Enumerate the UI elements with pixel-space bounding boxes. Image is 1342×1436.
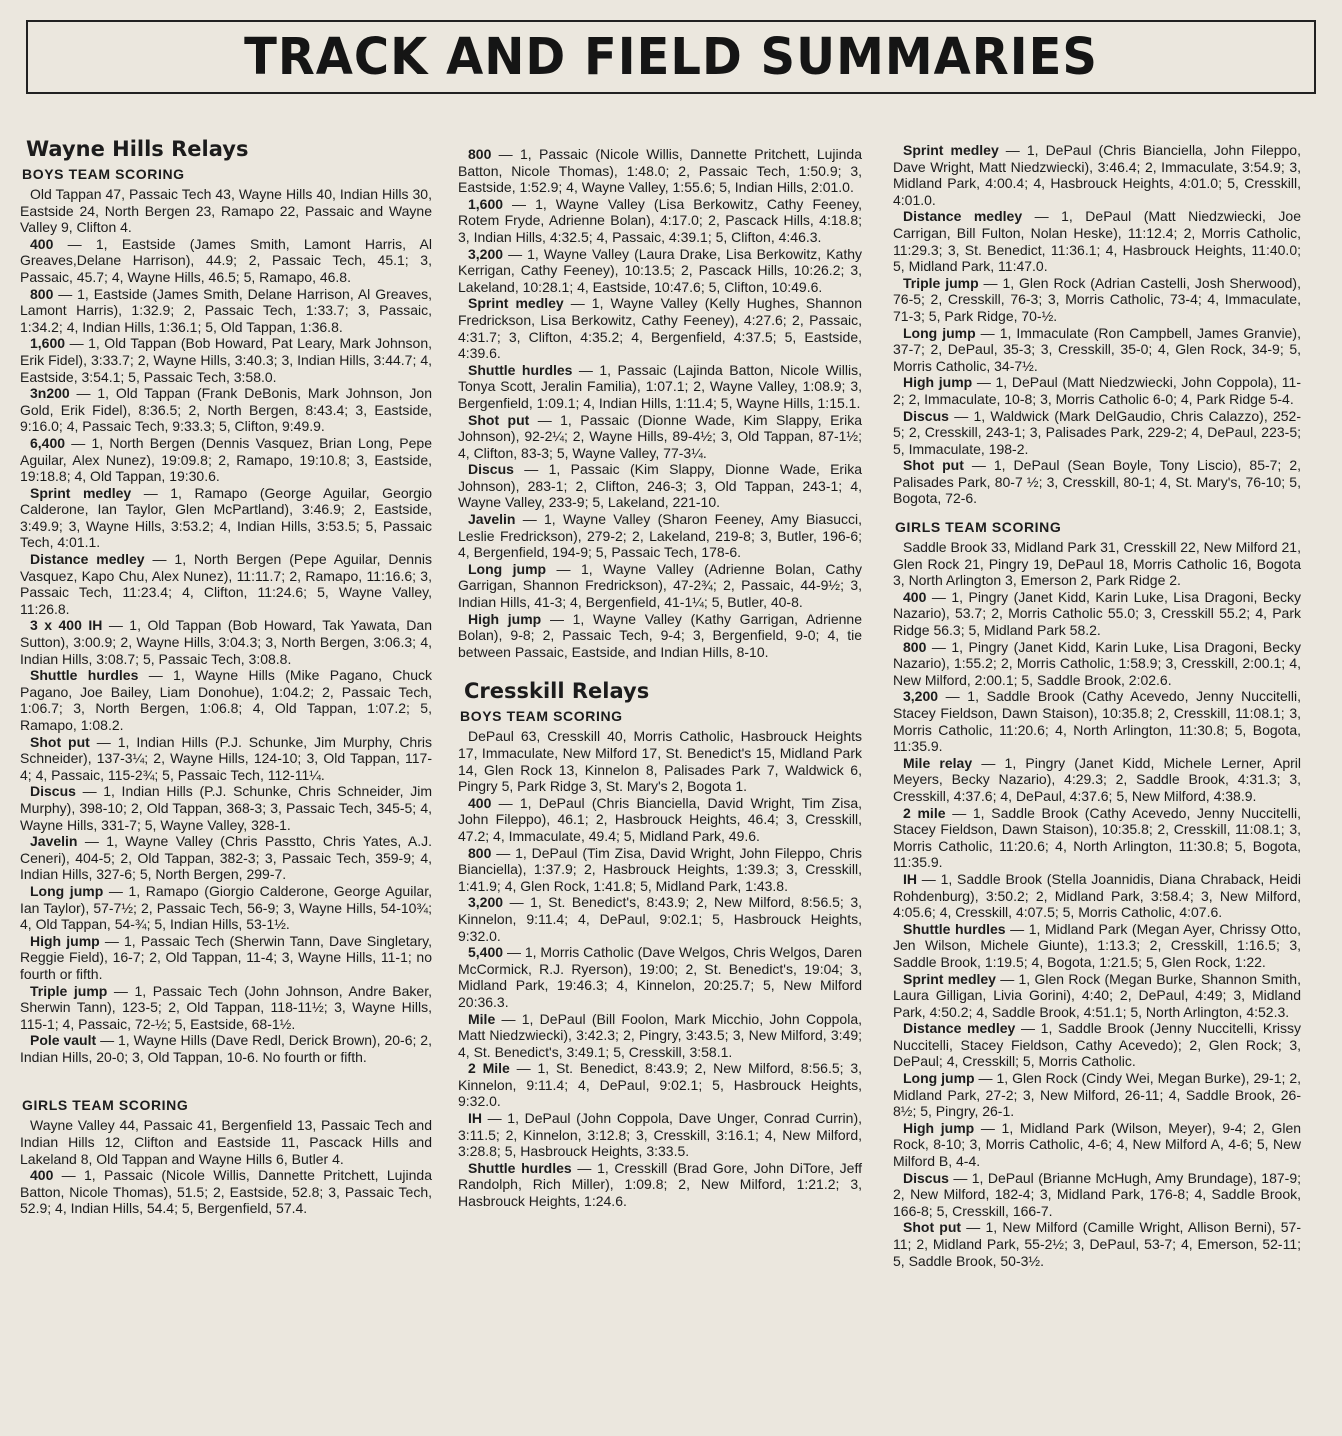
event-name: Shuttle hurdles xyxy=(468,1159,572,1176)
result-entry xyxy=(893,1120,1301,1170)
event-result-text: — 1, Pingry (Janet Kidd, Karin Luke, Lisa Dragoni, Becky Nazario), 53.7; 2, Morris Catholic 55.0; 3, Cresskill 55.2; 4, Park Ridge 56.3; 5, Midland Park 58.2. xyxy=(893,588,1301,639)
result-entry xyxy=(893,971,1301,1021)
event-name: Shuttle hurdles xyxy=(903,920,1006,937)
event-result-text: DePaul 63, Cresskill 40, Morris Catholic, Hasbrouck Heights 17, Immaculate, New Milford 17, St. Benedict's 15, Midland Park 14, Glen Rock 13, Kinnelon 8, Palisades Park 7, Waldwick 6, Pingry 5, Park Ridge 3, St. Mary's 2, Bogota 1. xyxy=(458,728,862,795)
event-name: Shot put xyxy=(468,411,530,428)
result-entry xyxy=(20,1032,432,1065)
result-entry xyxy=(20,983,432,1033)
column-3 xyxy=(893,142,1301,1269)
event-result-text: — 1, Wayne Valley (Laura Drake, Lisa Berkowitz, Kathy Kerrigan, Cathy Feeney), 10:13.5; 2, Pascack Hills, 10:26.2; 3, Lakeland, 10:28.1; 4, Eastside, 10:47.6; 5, Clifton, 10:49.6. xyxy=(458,245,862,295)
result-entry xyxy=(20,1117,432,1167)
result-entry xyxy=(458,795,862,845)
event-result-text: — 1, Immaculate (Ron Campbell, James Granvie), 37-7; 2, DePaul, 35-3; 3, Cresskill, 35-0; 4, Glen Rock, 34-9; 5, Morris Catholic, 34-7½. xyxy=(893,324,1301,374)
event-name: 400 xyxy=(30,1167,54,1184)
cresskill-boys-results xyxy=(458,728,862,1209)
result-entry xyxy=(458,561,862,611)
event-result-text: — 1, DePaul (Sean Boyle, Tony Liscio), 85-7; 2, Palisades Park, 80-7 ½; 3, Cresskill, 80-1; 4, St. Mary's, 76-10; 5, Bogota, 72-6. xyxy=(893,457,1301,507)
result-entry xyxy=(458,611,862,661)
event-result-text: — 1, DePaul (Brianne McHugh, Amy Brundage), 187-9; 2, New Milford, 182-4; 3, Midland Park, 176-8; 4, Saddle Brook, 166-8; 5, Cresskill, 166-7. xyxy=(893,1169,1301,1219)
event-result-text: — 1, Waldwick (Mark DelGaudio, Chris Calazzo), 252-5; 2, Cresskill, 243-1; 3, Palisades Park, 229-2; 4, DePaul, 223-5; 5, Immaculate, 198-2. xyxy=(893,407,1301,457)
event-result-text: — 1, Saddle Brook (Cathy Acevedo, Jenny Nuccitelli, Stacey Fieldson, Dawn Staison), 10:35.8; 2, Cresskill, 11:08.1; 3, Morris Catholic, 11:20.6; 4, North Arlington, 11:30.8; 5, Bogota, 11:35.9. xyxy=(893,688,1301,755)
event-name: 6,400 xyxy=(30,434,66,451)
event-result-text: — 1, DePaul (Bill Foolon, Mark Micchio, John Coppola, Matt Niedzwiecki), 3:42.3; 2, Pingry, 3:43.5; 3, New Milford, 3:49; 4, St. Benedict's, 3:49.1; 5, Cresskill, 3:58.1. xyxy=(458,1010,862,1060)
result-entry xyxy=(20,734,432,784)
event-result-text: — 1, Passaic (Dionne Wade, Kim Slappy, Erika Johnson), 92-2¼; 2, Wayne Hills, 89-4½; 3, Old Tappan, 87-1½; 4, Clifton, 83-3; 5, Wayne Valley, 77-3¼. xyxy=(458,411,862,461)
event-name: Distance medley xyxy=(30,551,145,568)
event-name: Sprint medley xyxy=(903,970,996,987)
event-result-text: — 1, DePaul (Tim Zisa, David Wright, John Fileppo, Chris Bianciella), 1:37.9; 2, Hasbrouck Heights, 1:39.3; 3, Cresskill, 1:41.9; 4, Glen Rock, 1:41.8; 5, Midland Park, 1:43.8. xyxy=(458,844,862,894)
event-name: 2 Mile xyxy=(468,1060,510,1077)
event-name: 800 xyxy=(30,285,54,302)
result-entry xyxy=(20,485,432,551)
result-entry xyxy=(893,408,1301,458)
event-name: Mile relay xyxy=(903,754,973,771)
event-result-text: — 1, Wayne Valley (Sharon Feeney, Amy Biasucci, Leslie Fredrickson), 279-2; 2, Lakeland, 219-8; 3, Butler, 196-6; 4, Bergenfield, 194-9; 5, Passaic Tech, 178-6. xyxy=(458,511,862,561)
event-result-text: — 1, Passaic (Kim Slappy, Dionne Wade, Erika Johnson), 283-1; 2, Clifton, 246-3; 3, Old Tappan, 243-1; 4, Wayne Valley, 233-9; 5, Lakeland, 221-10. xyxy=(458,461,862,511)
cresskill-boys-team-scoring-label: BOYS TEAM SCORING xyxy=(460,708,623,725)
event-result-text: — 1, Passaic Tech (Sherwin Tann, Dave Singletary, Reggie Field), 16-7; 2, Old Tappan, 11-4; 3, Wayne Hills, 11-1; no fourth or fifth. xyxy=(20,932,432,982)
event-name: 3,200 xyxy=(903,688,939,705)
event-result-text: — 1, Ramapo (George Aguilar, Georgio Calderone, Ian Taylor, Glen McPartland), 3:46.9; 2, Eastside, 3:49.9; 3, Wayne Hills, 3:53.2; 4, Indian Hills, 3:53.5; 5, Passaic Tech, 4:01.1. xyxy=(20,484,432,551)
page-banner xyxy=(26,20,1316,94)
event-name: Discus xyxy=(903,407,949,424)
event-result-text: — 1, Passaic (Nicole Willis, Dannette Pritchett, Lujinda Batton, Nicole Thomas), 1:48.0; 2, Passaic Tech, 1:50.9; 3, Eastside, 1:52.9; 4, Wayne Valley, 1:55.6; 5, Indian Hills, 2:01.0. xyxy=(458,146,862,196)
event-name: Distance medley xyxy=(903,208,1023,225)
result-entry xyxy=(458,1110,862,1160)
event-name: Long jump xyxy=(903,1070,975,1087)
result-entry xyxy=(893,755,1301,805)
event-result-text: — 1, Indian Hills (P.J. Schunke, Jim Murphy, Chris Schneider), 137-3¼; 2, Wayne Hills, 124-10; 3, Old Tappan, 117-4; 4, Passaic, 115-2¾; 5, Passaic Tech, 112-11¼. xyxy=(20,733,432,783)
result-entry xyxy=(20,236,432,286)
result-entry xyxy=(458,295,862,361)
event-result-text: — 1, Passaic (Nicole Willis, Dannette Pritchett, Lujinda Batton, Nicole Thomas), 51.5; 2, Eastside, 52.8; 3, Passaic Tech, 52.9; 4, Indian Hills, 54.4; 5, Bergenfield, 57.4. xyxy=(20,1167,432,1217)
event-result-text: — 1, North Bergen (Pepe Aguilar, Dennis Vasquez, Kapo Chu, Alex Nunez), 11:11.7; 2, Ramapo, 11:16.6; 3, Passaic Tech, 11:23.4; 4, Clifton, 11:24.6; 5, Wayne Valley, 11:26.8. xyxy=(20,551,432,617)
event-result-text: — 1, DePaul (Chris Bianciella, John Fileppo, Dave Wright, Matt Niedzwiecki), 3:46.4; 2, Immaculate, 3:54.9; 3, Midland Park, 4:00.4; 4, Hasbrouck Heights, 4:01.0; 5, Cresskill, 4:01.0. xyxy=(893,142,1301,208)
event-name: Distance medley xyxy=(903,1020,1016,1037)
event-result-text: — 1, Morris Catholic (Dave Welgos, Chris Welgos, Daren McCormick, R.J. Ryerson), 19:00; 2, St. Benedict's, 19:04; 3, Midland Park, 19:46.3; 4, Kinnelon, 20:25.7; 5, New Milford 20:36.3. xyxy=(458,944,862,1010)
event-name: Shuttle hurdles xyxy=(468,361,573,378)
event-name: Long jump xyxy=(30,882,104,899)
event-name: Long jump xyxy=(903,324,976,341)
event-result-text: — 1, Wayne Valley (Kathy Garrigan, Adrienne Bolan), 9-8; 2, Passaic Tech, 9-4; 3, Bergenfield, 9-0; 4, tie between Passaic, Eastside, and Indian Hills, 8-10. xyxy=(458,610,863,660)
event-name: High jump xyxy=(30,932,100,949)
wayne-girls-results-continued xyxy=(458,146,862,660)
result-entry xyxy=(20,385,432,435)
event-result-text: — 1, Saddle Brook (Cathy Acevedo, Jenny Nuccitelli, Stacey Fieldson, Dawn Staison), 10:35.8; 2, Cresskill, 11:08.1; 3, Morris Catholic, 11:20.6; 4, North Arlington, 11:30.8; 5, Bogota, 11:35.9. xyxy=(893,804,1301,871)
cresskill-girls-results xyxy=(893,539,1301,1269)
result-entry xyxy=(458,1160,862,1210)
event-result-text: — 1, Passaic Tech (John Johnson, Andre Baker, Sherwin Tann), 123-5; 2, Old Tappan, 118-11½; 3, Wayne Hills, 115-1; 4, Passaic, 72-½; 5, Eastside, 68-1½. xyxy=(20,982,432,1032)
event-result-text: — 1, Glen Rock (Adrian Castelli, Josh Sherwood), 76-5; 2, Cresskill, 76-3; 3, Morris Catholic, 73-4; 4, Immaculate, 71-3; 5, Park Ridge, 70-½. xyxy=(893,274,1301,324)
result-entry xyxy=(458,412,862,462)
event-name: 400 xyxy=(468,794,492,811)
event-result-text: — 1, Saddle Brook (Stella Joannidis, Diana Chraback, Heidi Rohdenburg), 3:50.2; 2, Midland Park, 3:58.4; 3, New Milford, 4:05.6; 4, Cresskill, 4:07.5; 5, Morris Catholic, 4:07.6. xyxy=(893,870,1301,921)
event-name: Discus xyxy=(468,461,514,478)
event-result-text: — 1, Wayne Valley (Adrienne Bolan, Cathy Garrigan, Shannon Fredrickson), 47-2¾; 2, Passaic, 44-9½; 3, Indian Hills, 41-3; 4, Bergenfield, 41-1¼; 5, Butler, 40-8. xyxy=(458,560,862,611)
result-entry xyxy=(458,196,862,246)
event-name: Shot put xyxy=(903,1219,962,1236)
event-name: 3 x 400 IH xyxy=(30,617,103,634)
event-result-text: — 1, DePaul (Matt Niedzwiecki, John Coppola), 11-2; 2, Immaculate, 10-8; 3, Morris Catholic 6-0; 4, Park Ridge 5-4. xyxy=(893,374,1301,407)
event-result-text: — 1, Wayne Valley (Chris Passtto, Chris Yates, A.J. Ceneri), 404-5; 2, Old Tappan, 382-3; 3, Passaic Tech, 359-9; 4, Indian Hills, 327-6; 5, North Bergen, 299-7. xyxy=(20,833,432,883)
event-name: 800 xyxy=(468,146,492,162)
result-entry xyxy=(893,1170,1301,1220)
result-entry xyxy=(20,883,432,933)
event-name: 5,400 xyxy=(468,944,504,961)
result-entry xyxy=(20,617,432,667)
wayne-boys-results xyxy=(20,186,432,1065)
event-result-text: — 1, Old Tappan (Bob Howard, Pat Leary, Mark Johnson, Erik Fidel), 3:33.7; 2, Wayne Hills, 3:40.3; 3, Indian Hills, 3:44.7; 4, Eastside, 3:54.1; 5, Passaic Tech, 3:58.0. xyxy=(20,335,432,385)
event-name: 1,600 xyxy=(468,195,504,212)
result-entry xyxy=(20,551,432,617)
boys-team-scoring-label: BOYS TEAM SCORING xyxy=(22,166,185,182)
section-title-wayne-hills: Wayne Hills Relays xyxy=(26,137,249,161)
result-entry xyxy=(893,805,1301,871)
result-entry xyxy=(20,435,432,485)
result-entry xyxy=(458,944,862,1010)
event-result-text: — 1, Wayne Valley (Lisa Berkowitz, Cathy Feeney, Rotem Fryde, Adrienne Bolan), 4:17.0; 2, Pascack Hills, 4:18.8; 3, Indian Hills, 4:32.5; 4, Passaic, 4:39.1; 5, Clifton, 4:46.3. xyxy=(458,195,862,245)
result-entry xyxy=(458,894,862,944)
event-name: High jump xyxy=(468,610,542,627)
event-name: Discus xyxy=(30,783,76,800)
event-name: IH xyxy=(903,870,917,887)
event-name: Shuttle hurdles xyxy=(30,667,139,684)
result-entry xyxy=(20,783,432,833)
result-entry xyxy=(20,667,432,733)
result-entry xyxy=(893,1219,1301,1269)
result-entry xyxy=(893,275,1301,325)
event-name: Javelin xyxy=(30,833,78,850)
wayne-girls-results xyxy=(20,1117,432,1217)
event-result-text: — 1, North Bergen (Dennis Vasquez, Brian Long, Pepe Aguilar, Alex Nunez), 19:09.8; 2, Ramapo, 19:10.8; 3, Eastside, 19:18.8; 4, Old Tappan, 19:30.6. xyxy=(20,434,432,485)
event-name: Triple jump xyxy=(903,274,979,291)
event-result-text: — 1, Passaic (Lajinda Batton, Nicole Willis, Tonya Scott, Jeralin Familia), 1:07.1; 2, Wayne Valley, 1:08.9; 3, Bergenfield, 1:09.1; 4, Indian Hills, 1:11.4; 5, Wayne Hills, 1:15.1. xyxy=(458,361,862,411)
result-entry xyxy=(458,1060,862,1110)
page-title: TRACK AND FIELD SUMMARIES xyxy=(244,27,1098,87)
event-result-text: — 1, St. Benedict, 8:43.9; 2, New Milford, 8:56.5; 3, Kinnelon, 9:11.4; 4, DePaul, 9:02.1; 5, Hasbrouck Heights, 9:32.0. xyxy=(458,1060,862,1110)
event-name: High jump xyxy=(903,374,973,391)
event-name: Shot put xyxy=(903,457,964,474)
event-result-text: — 1, DePaul (John Coppola, Dave Unger, Conrad Currin), 3:11.5; 2, Kinnelon, 3:12.8; 3, Cresskill, 3:16.1; 4, New Milford, 3:28.8; 5, Hasbrouck Heights, 3:33.5. xyxy=(458,1110,862,1160)
result-entry xyxy=(458,511,862,561)
event-result-text: — 1, New Milford (Camille Wright, Allison Berni), 57-11; 2, Midland Park, 55-2½; 3, DePaul, 53-7; 4, Emerson, 52-11; 5, Saddle Brook, 50-3½. xyxy=(893,1219,1301,1269)
event-name: 2 mile xyxy=(903,804,946,821)
result-entry xyxy=(893,639,1301,689)
result-entry xyxy=(20,335,432,385)
result-entry xyxy=(458,461,862,511)
event-name: 3,200 xyxy=(468,245,504,262)
result-entry xyxy=(893,921,1301,971)
event-result-text: Saddle Brook 33, Midland Park 31, Cresskill 22, New Milford 21, Glen Rock 21, Pingry 19, DePaul 18, Morris Catholic 16, Bogota 3, North Arlington 3, Emerson 2, Park Ridge 2. xyxy=(893,539,1301,589)
result-entry xyxy=(893,688,1301,754)
event-name: Sprint medley xyxy=(903,142,999,158)
event-name: Sprint medley xyxy=(30,484,132,501)
event-result-text: — 1, Pingry (Janet Kidd, Karin Luke, Lisa Dragoni, Becky Nazario), 1:55.2; 2, Morris Catholic, 1:58.9; 3, Cresskill, 2:00.1; 4, New Milford, 2:00.1; 5, Saddle Brook, 2:02.6. xyxy=(893,638,1301,688)
result-entry xyxy=(458,246,862,296)
event-result-text: — 1, Eastside (James Smith, Delane Harrison, Al Greaves, Lamont Harris), 1:32.9; 2, Passaic Tech, 1:33.7; 3, Passaic, 1:34.2; 4, Indian Hills, 1:36.1; 5, Old Tappan, 1:36.8. xyxy=(20,285,432,335)
result-entry xyxy=(893,1070,1301,1120)
event-result-text: — 1, DePaul (Matt Niedzwiecki, Joe Carrigan, Bill Fulton, Nolan Heske), 11:12.4; 2, Morris Catholic, 11:29.3; 3, St. Benedict, 11:36.1; 4, Hasbrouck Heights, 11:40.0; 5, Midland Park, 11:47.0. xyxy=(893,208,1302,275)
result-entry xyxy=(893,539,1301,589)
event-name: 400 xyxy=(903,588,927,605)
event-result-text: — 1, Ramapo (Giorgio Calderone, George Aguilar, Ian Taylor), 57-7½; 2, Passaic Tech, 56-9; 3, Wayne Hills, 54-10¾; 4, Old Tappan, 54-¾; 5, Indian Hills, 53-1½. xyxy=(20,882,432,933)
girls-team-scoring-label: GIRLS TEAM SCORING xyxy=(22,1097,189,1114)
event-result-text: — 1, Pingry (Janet Kidd, Michele Lerner, April Meyers, Becky Nazario), 4:29.3; 2, Saddle Brook, 4:31.3; 3, Cresskill, 4:37.6; 4, DePaul, 4:37.6; 5, New Milford, 4:38.9. xyxy=(893,754,1301,804)
result-entry xyxy=(20,186,432,236)
event-name: Javelin xyxy=(468,511,516,528)
result-entry xyxy=(458,845,862,895)
event-name: Shot put xyxy=(30,733,90,750)
event-result-text: — 1, Wayne Hills (Mike Pagano, Chuck Pagano, Joe Bailey, Liam Donohue), 1:04.2; 2, Passaic Tech, 1:06.7; 3, North Bergen, 1:06.8; 4, Old Tappan, 1:07.2; 5, Ramapo, 1:08.2. xyxy=(20,667,432,733)
cresskill-girls-team-scoring-label: GIRLS TEAM SCORING xyxy=(895,519,1062,536)
result-entry xyxy=(893,589,1301,639)
event-result-text: — 1, Old Tappan (Bob Howard, Tak Yawata, Dan Sutton), 3:00.9; 2, Wayne Hills, 3:04.3; 3, North Bergen, 3:06.3; 4, Indian Hills, 3:08.7; 5, Passaic Tech, 3:08.8. xyxy=(20,617,432,667)
event-result-text: — 1, Indian Hills (P.J. Schunke, Chris Schneider, Jim Murphy), 398-10; 2, Old Tappan, 368-3; 3, Passaic Tech, 345-5; 4, Wayne Hills, 331-7; 5, Wayne Valley, 328-1. xyxy=(20,783,432,833)
result-entry xyxy=(458,146,862,196)
event-result-text: — 1, Saddle Brook (Jenny Nuccitelli, Krissy Nuccitelli, Stacey Fieldson, Cathy Acevedo); 2, Glen Rock; 3, DePaul; 4, Cresskill; 5, Morris Catholic. xyxy=(893,1020,1301,1070)
event-name: 1,600 xyxy=(30,335,66,352)
result-entry xyxy=(893,208,1301,274)
event-result-text: — 1, Midland Park (Megan Ayer, Chrissy Otto, Jen Wilson, Michele Giunte), 1:13.3; 2, Cresskill, 1:16.5; 3, Saddle Brook, 1:19.5; 4, Bogota, 1:21.5; 5, Glen Rock, 1:22. xyxy=(893,920,1301,970)
event-name: IH xyxy=(468,1110,482,1127)
event-result-text: Wayne Valley 44, Passaic 41, Bergenfield 13, Passaic Tech and Indian Hills 12, Clifton and Eastside 11, Pascack Hills and Lakeland 8, Old Tappan and Wayne Hills 6, Butler 4. xyxy=(20,1117,432,1167)
event-result-text: — 1, Old Tappan (Frank DeBonis, Mark Johnson, Jon Gold, Erik Fidel), 8:36.5; 2, North Bergen, 8:43.4; 3, Eastside, 9:16.0; 4, Passaic Tech, 9:33.3; 5, Clifton, 9:49.9. xyxy=(20,385,432,435)
event-name: Triple jump xyxy=(30,982,108,999)
event-name: 800 xyxy=(903,638,927,655)
event-result-text: — 1, DePaul (Chris Bianciella, David Wright, Tim Zisa, John Fileppo), 46.1; 2, Hasbrouck Heights, 46.4; 3, Cresskill, 47.2; 4, Immaculate, 49.4; 5, Midland Park, 49.6. xyxy=(458,794,862,844)
cresskill-boys-results-continued xyxy=(893,142,1301,507)
event-name: 400 xyxy=(30,235,54,252)
result-entry xyxy=(893,871,1301,921)
event-result-text: — 1, Cresskill (Brad Gore, John DiTore, Jeff Randolph, Rich Miller), 1:09.8; 2, New Milford, 1:21.2; 3, Hasbrouck Heights, 1:24.6. xyxy=(458,1159,862,1210)
event-name: Long jump xyxy=(468,560,547,577)
result-entry xyxy=(893,1020,1301,1070)
event-name: Pole vault xyxy=(30,1032,97,1049)
event-name: Mile xyxy=(468,1010,496,1027)
event-name: 3n200 xyxy=(30,385,70,402)
result-entry xyxy=(458,362,862,412)
result-entry xyxy=(20,1167,432,1217)
event-result-text: — 1, St. Benedict's, 8:43.9; 2, New Milford, 8:56.5; 3, Kinnelon, 9:11.4; 4, DePaul, 9:02.1; 5, Hasbrouck Heights, 9:32.0. xyxy=(458,894,862,944)
result-entry xyxy=(893,325,1301,375)
column-2 xyxy=(458,146,862,1210)
event-name: 800 xyxy=(468,844,492,861)
result-entry xyxy=(893,457,1301,507)
event-name: Sprint medley xyxy=(468,295,564,312)
result-entry xyxy=(458,728,862,794)
result-entry xyxy=(893,374,1301,407)
result-entry xyxy=(458,1011,862,1061)
result-entry xyxy=(20,933,432,983)
event-result-text: Old Tappan 47, Passaic Tech 43, Wayne Hills 40, Indian Hills 30, Eastside 24, North Bergen 23, Ramapo 22, Passaic and Wayne Valley 9, Clifton 4. xyxy=(20,186,432,236)
event-name: Discus xyxy=(903,1169,949,1186)
section-title-cresskill: Cresskill Relays xyxy=(464,679,650,704)
event-result-text: — 1, Eastside (James Smith, Lamont Harris, Al Greaves,Delane Harrison), 44.9; 2, Passaic Tech, 45.1; 3, Passaic, 45.7; 4, Wayne Hills, 46.5; 5, Ramapo, 46.8. xyxy=(20,235,432,285)
event-result-text: — 1, Midland Park (Wilson, Meyer), 9-4; 2, Glen Rock, 8-10; 3, Morris Catholic, 4-6; 4, New Milford A, 4-6; 5, New Milford B, 4-4. xyxy=(893,1119,1302,1170)
result-entry xyxy=(20,286,432,336)
column-1 xyxy=(20,136,432,1217)
result-entry xyxy=(893,142,1301,208)
event-result-text: — 1, Wayne Hills (Dave Redl, Derick Brown), 20-6; 2, Indian Hills, 20-0; 3, Old Tappan, 10-6. No fourth or fifth. xyxy=(20,1032,432,1065)
event-result-text: — 1, Glen Rock (Megan Burke, Shannon Smith, Laura Gilligan, Livia Gorini), 4:40; 2, DePaul, 4:49; 3, Midland Park, 4:50.2; 4, Saddle Brook, 4:51.1; 5, North Arlington, 4:52.3. xyxy=(893,970,1301,1020)
result-entry xyxy=(20,833,432,883)
event-result-text: — 1, Wayne Valley (Kelly Hughes, Shannon Fredrickson, Lisa Berkowitz, Cathy Feeney), 4:27.6; 2, Passaic, 4:31.7; 3, Clifton, 4:35.2; 4, Bergenfield, 4:37.5; 5, Eastside, 4:39.6. xyxy=(458,295,862,362)
event-result-text: — 1, Glen Rock (Cindy Wei, Megan Burke), 29-1; 2, Midland Park, 27-2; 3, New Milford, 26-11; 4, Saddle Brook, 26-8½; 5, Pingry, 26-1. xyxy=(893,1070,1301,1120)
event-name: High jump xyxy=(903,1119,975,1136)
event-name: 3,200 xyxy=(468,894,504,911)
